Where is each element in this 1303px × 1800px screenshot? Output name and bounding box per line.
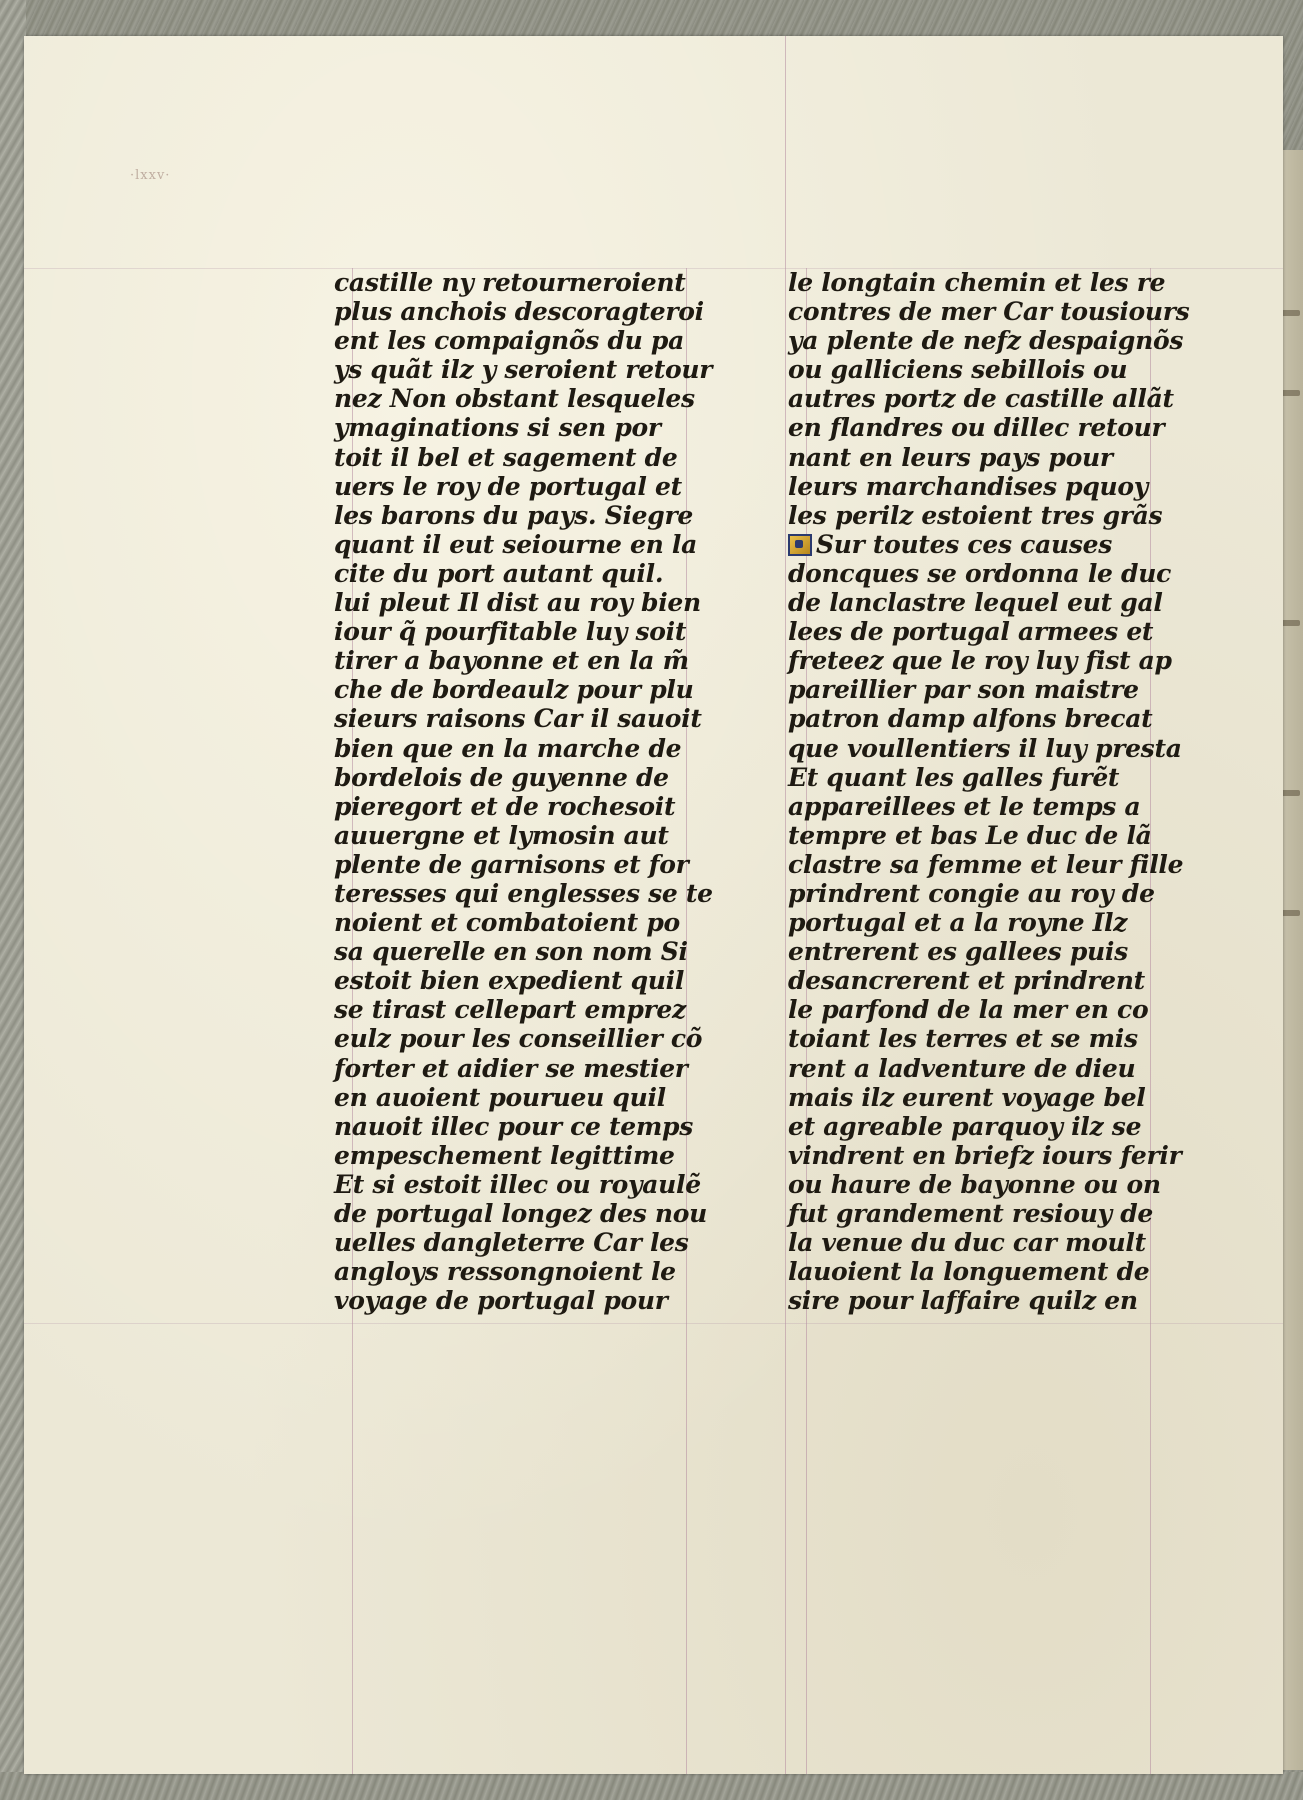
manuscript-line <box>788 1054 1189 1083</box>
line-text: et agreable parquoy ilz se <box>788 1111 1142 1141</box>
line-text: empeschement legittime <box>334 1140 675 1170</box>
page-background-left-strip <box>0 0 26 1800</box>
manuscript-line <box>334 1024 713 1053</box>
manuscript-line <box>788 966 1189 995</box>
manuscript-line <box>334 1083 713 1112</box>
line-text: voyage de portugal pour <box>334 1286 668 1316</box>
line-text: bien que en la marche de <box>334 733 682 763</box>
manuscript-line <box>334 472 713 501</box>
manuscript-line <box>788 1141 1189 1170</box>
line-text: sieurs raisons Car il sauoit <box>334 704 702 734</box>
manuscript-line <box>788 501 1189 530</box>
manuscript-line <box>334 879 713 908</box>
manuscript-line <box>334 326 713 355</box>
line-text: che de bordeaulz pour plu <box>334 675 694 705</box>
manuscript-line <box>334 413 713 442</box>
line-text: eulz pour les conseillier cõ <box>334 1024 703 1054</box>
manuscript-line <box>788 937 1189 966</box>
manuscript-line <box>788 472 1189 501</box>
line-text: sire pour laffaire quilz en <box>788 1286 1138 1316</box>
manuscript-line <box>788 1199 1189 1228</box>
folio-number: ·lxxv· <box>130 168 171 183</box>
illuminated-initial-icon <box>788 534 812 556</box>
manuscript-line <box>334 501 713 530</box>
page-background-bottom-strip <box>0 1772 1303 1800</box>
line-text: en flandres ou dillec retour <box>788 413 1165 443</box>
line-text: en auoient pourueu quil <box>334 1082 666 1112</box>
line-text: forter et aidier se mestier <box>334 1053 688 1083</box>
manuscript-line <box>788 1112 1189 1141</box>
line-text: plus anchois descoragteroi <box>334 297 704 327</box>
line-text: les barons du pays. Siegre <box>334 500 693 530</box>
manuscript-line <box>334 1286 713 1315</box>
manuscript-line <box>788 530 1189 559</box>
line-text: de lanclastre lequel eut gal <box>788 588 1163 618</box>
manuscript-line <box>334 355 713 384</box>
manuscript-line <box>334 734 713 763</box>
manuscript-line <box>334 384 713 413</box>
manuscript-line <box>788 995 1189 1024</box>
line-text: fut grandement resiouy de <box>788 1199 1153 1228</box>
line-text: que voullentiers il luy presta <box>788 733 1182 763</box>
line-text: ys quãt ilz y seroient retour <box>334 355 713 385</box>
line-text: contres de mer Car tousiours <box>788 297 1190 327</box>
line-text: doncques se ordonna le duc <box>788 558 1172 588</box>
line-text: ymaginations si sen por <box>334 413 661 443</box>
manuscript-line <box>788 1228 1189 1257</box>
line-text: ent les compaignõs du pa <box>334 326 684 356</box>
line-text: ya plente de nefz despaignõs <box>788 326 1184 356</box>
manuscript-line <box>788 792 1189 821</box>
manuscript-line <box>334 588 713 617</box>
line-text: le parfond de la mer en co <box>788 995 1149 1025</box>
line-text: pareillier par son maistre <box>788 675 1139 705</box>
manuscript-line <box>788 646 1189 675</box>
manuscript-line <box>788 384 1189 413</box>
line-text: tirer a bayonne et en la m̃ <box>334 646 689 676</box>
line-text: freteez que le roy luy fist ap <box>788 646 1172 676</box>
line-text: angloys ressongnoient le <box>334 1257 676 1287</box>
ruling-line-top-fold <box>785 36 786 1774</box>
text-column-right <box>788 268 1189 1315</box>
manuscript-line <box>788 413 1189 442</box>
line-text: le longtain chemin et les re <box>788 268 1166 297</box>
manuscript-line <box>334 850 713 879</box>
line-text: lui pleut Il dist au roy bien <box>334 588 701 618</box>
manuscript-line <box>788 821 1189 850</box>
manuscript-line <box>334 995 713 1024</box>
line-text: uelles dangleterre Car les <box>334 1228 689 1258</box>
manuscript-line <box>788 617 1189 646</box>
manuscript-line <box>334 1054 713 1083</box>
manuscript-line <box>788 268 1189 297</box>
manuscript-line <box>334 617 713 646</box>
manuscript-line <box>334 1170 713 1199</box>
manuscript-line <box>788 908 1189 937</box>
manuscript-line <box>788 355 1189 384</box>
manuscript-line <box>334 966 713 995</box>
line-text: bordelois de guyenne de <box>334 762 669 792</box>
line-text: vindrent en briefz iours ferir <box>788 1140 1182 1170</box>
line-text: patron damp alfons brecat <box>788 704 1153 734</box>
line-text: les perilz estoient tres grãs <box>788 500 1163 530</box>
line-text: lauoient la longuement de <box>788 1257 1150 1287</box>
manuscript-line <box>788 588 1189 617</box>
manuscript-line <box>334 792 713 821</box>
line-text: Et quant les galles furẽt <box>788 762 1120 792</box>
line-text: prindrent congie au roy de <box>788 878 1155 908</box>
line-text: Et si estoit illec ou royaulẽ <box>334 1169 701 1199</box>
manuscript-line <box>788 1170 1189 1199</box>
manuscript-line <box>334 1112 713 1141</box>
manuscript-line <box>788 559 1189 588</box>
text-column-left <box>334 268 713 1315</box>
line-text: auuergne et lymosin aut <box>334 820 669 850</box>
manuscript-line <box>788 1024 1189 1053</box>
line-text: clastre sa femme et leur fille <box>788 849 1184 879</box>
line-text: toiant les terres et se mis <box>788 1024 1138 1054</box>
line-text: estoit bien expedient quil <box>334 966 685 996</box>
manuscript-line <box>788 704 1189 733</box>
line-text: teresses qui englesses se te <box>334 878 713 908</box>
manuscript-line <box>334 763 713 792</box>
line-text: entrerent es gallees puis <box>788 937 1128 967</box>
manuscript-line <box>334 530 713 559</box>
line-text: toit il bel et sagement de <box>334 442 678 472</box>
manuscript-line <box>334 443 713 472</box>
manuscript-line <box>788 297 1189 326</box>
manuscript-line <box>788 879 1189 908</box>
manuscript-line <box>788 1083 1189 1112</box>
line-text: nauoit illec pour ce temps <box>334 1111 693 1141</box>
line-text: lees de portugal armees et <box>788 617 1154 647</box>
ruling-line-bottom <box>24 1323 1283 1324</box>
manuscript-line <box>788 326 1189 355</box>
line-text: portugal et a la royne Ilz <box>788 908 1128 938</box>
manuscript-line <box>788 675 1189 704</box>
manuscript-line <box>334 821 713 850</box>
line-text: autres portz de castille allãt <box>788 384 1174 414</box>
line-text: la venue du duc car moult <box>788 1228 1146 1258</box>
line-text: cite du port autant quil. <box>334 558 664 588</box>
manuscript-line <box>334 1228 713 1257</box>
line-text: castille ny retourneroient <box>334 268 686 297</box>
manuscript-line <box>334 1257 713 1286</box>
manuscript-line <box>334 704 713 733</box>
line-text: ou haure de bayonne ou on <box>788 1169 1161 1199</box>
manuscript-line <box>788 1257 1189 1286</box>
line-text: pieregort et de rochesoit <box>334 791 676 821</box>
line-text: appareillees et le temps a <box>788 791 1141 821</box>
line-text: mais ilz eurent voyage bel <box>788 1082 1146 1112</box>
line-text: rent a ladventure de dieu <box>788 1053 1136 1083</box>
manuscript-line <box>334 908 713 937</box>
manuscript-line <box>334 675 713 704</box>
manuscript-line <box>334 646 713 675</box>
line-text: desancrerent et prindrent <box>788 966 1145 996</box>
line-text: nez Non obstant lesqueles <box>334 384 695 414</box>
manuscript-line <box>334 268 713 297</box>
line-text: iour q̃ pourfitable luy soit <box>334 617 687 647</box>
manuscript-line <box>334 297 713 326</box>
manuscript-line <box>334 1141 713 1170</box>
line-text: sa querelle en son nom Si <box>334 937 688 967</box>
line-text: nant en leurs pays pour <box>788 442 1113 472</box>
manuscript-line <box>334 559 713 588</box>
manuscript-line <box>788 443 1189 472</box>
manuscript-line <box>788 734 1189 763</box>
line-text: plente de garnisons et for <box>334 849 689 879</box>
manuscript-line <box>334 937 713 966</box>
line-text: de portugal longez des nou <box>334 1199 708 1228</box>
line-text: tempre et bas Le duc de lã <box>788 820 1152 850</box>
line-text: se tirast cellepart emprez <box>334 995 686 1025</box>
manuscript-line <box>788 850 1189 879</box>
manuscript-line <box>334 1199 713 1228</box>
manuscript-line <box>788 1286 1189 1315</box>
line-text: quant il eut seiourne en la <box>334 529 697 559</box>
manuscript-line <box>788 763 1189 792</box>
line-text: ou galliciens sebillois ou <box>788 355 1128 385</box>
line-text: uers le roy de portugal et <box>334 471 682 501</box>
line-text: leurs marchandises pquoy <box>788 471 1148 501</box>
line-text: Sur toutes ces causes <box>816 529 1112 559</box>
line-text: noient et combatoient po <box>334 908 680 938</box>
